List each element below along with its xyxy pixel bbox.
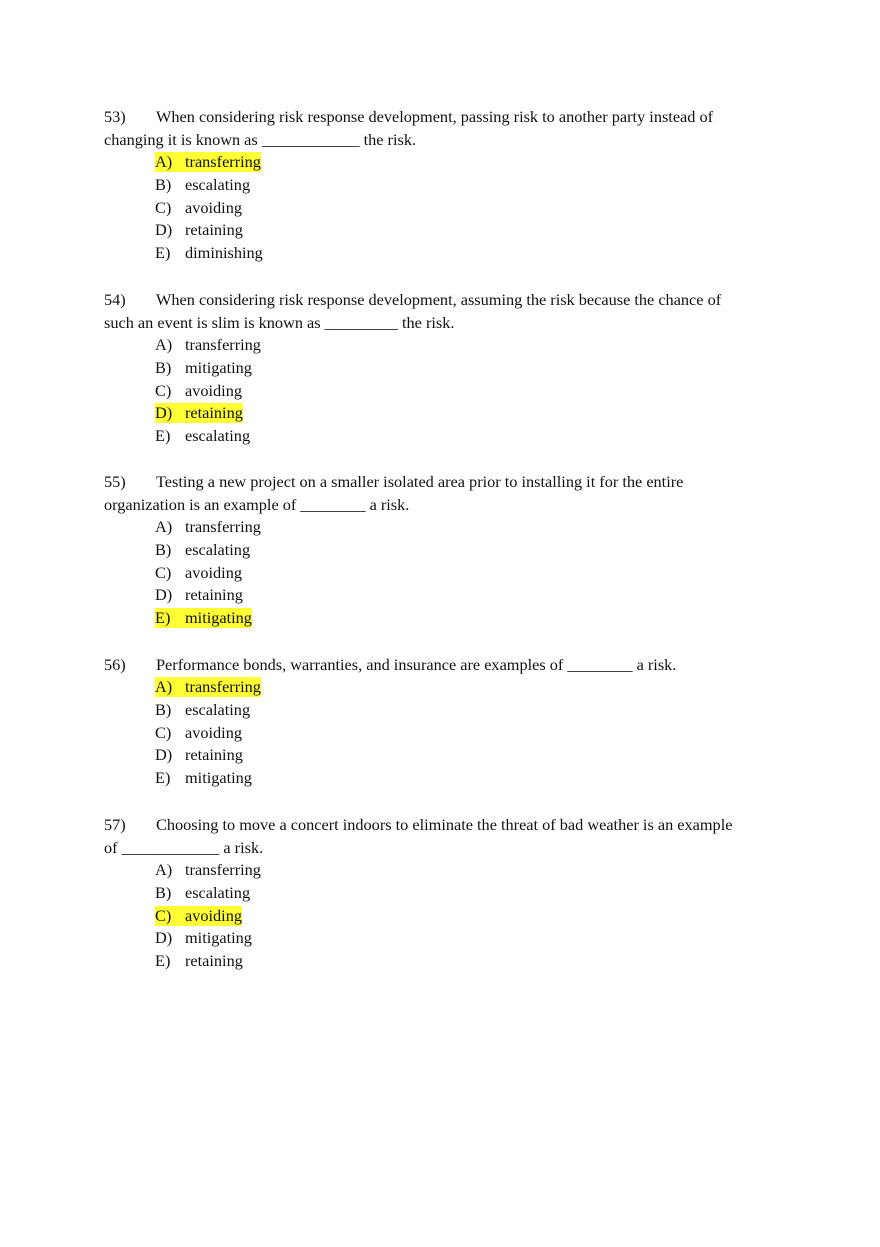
question-stem-text: When considering risk response development, passing risk to another party instead of <box>156 107 714 126</box>
answer-option-d <box>104 927 784 950</box>
answer-option-a <box>104 859 784 882</box>
answer-options <box>104 516 784 630</box>
answer-option-e <box>104 950 784 973</box>
option-letter: A) <box>155 860 173 879</box>
answer-option-c <box>104 380 784 403</box>
option-letter: E) <box>155 426 171 446</box>
answer-option-content <box>155 358 252 378</box>
answer-option-d <box>104 402 784 425</box>
answer-option-content <box>155 335 261 355</box>
question-stem-line <box>104 288 784 311</box>
option-letter: A) <box>155 152 173 171</box>
question-stem-text: organization is an example of ________ a risk. <box>104 495 410 514</box>
option-letter: B) <box>155 357 172 377</box>
answer-option-e <box>104 242 784 265</box>
option-letter: B) <box>155 539 172 559</box>
option-text: transferring <box>185 677 261 696</box>
option-text: avoiding <box>185 380 242 400</box>
question-number: 54) <box>104 290 126 309</box>
option-text: avoiding <box>185 905 242 925</box>
option-text: avoiding <box>185 722 242 742</box>
option-letter: E) <box>155 608 171 628</box>
option-text: escalating <box>185 699 251 719</box>
answer-option-a <box>104 516 784 539</box>
option-text: transferring <box>185 152 261 171</box>
answer-option-content <box>155 768 252 788</box>
answer-options <box>104 859 784 973</box>
option-text: transferring <box>185 860 261 879</box>
option-letter: E) <box>155 768 171 788</box>
option-letter: A) <box>155 517 173 536</box>
question-number: 55) <box>104 472 126 491</box>
answer-option-c <box>104 197 784 220</box>
question-number: 56) <box>104 655 126 674</box>
option-letter: E) <box>155 951 171 971</box>
answer-option-b <box>104 539 784 562</box>
question-stem-line <box>104 105 784 128</box>
answer-option-d <box>104 744 784 767</box>
option-letter: A) <box>155 335 173 354</box>
answer-option-b <box>104 699 784 722</box>
answer-option-d <box>104 219 784 242</box>
question-stem-line <box>104 311 784 334</box>
question-stem-text: of ____________ a risk. <box>104 838 264 857</box>
answer-options <box>104 676 784 790</box>
answer-option-content <box>155 403 243 423</box>
option-letter: D) <box>155 403 173 423</box>
question-stem-text: such an event is slim is known as _________ the risk. <box>104 313 455 332</box>
option-text: avoiding <box>185 562 242 582</box>
option-letter: D) <box>155 745 173 765</box>
answer-option-content <box>155 426 250 446</box>
question-stem-line <box>104 813 784 836</box>
question-stem-line <box>104 470 784 493</box>
answer-option-content <box>155 700 250 720</box>
answer-option-content <box>155 198 242 218</box>
option-letter: C) <box>155 562 172 582</box>
answer-option-content <box>155 220 243 240</box>
answer-option-a <box>104 334 784 357</box>
answer-option-content <box>155 883 250 903</box>
question-number: 53) <box>104 107 126 126</box>
question-56 <box>104 653 784 790</box>
question-54 <box>104 288 784 448</box>
answer-option-content <box>155 243 263 263</box>
answer-option-content <box>155 517 261 537</box>
answer-option-content <box>155 152 261 172</box>
answer-option-c <box>104 562 784 585</box>
option-letter: C) <box>155 905 172 925</box>
question-53 <box>104 105 784 265</box>
answer-option-b <box>104 174 784 197</box>
answer-option-c <box>104 905 784 928</box>
question-57 <box>104 813 784 973</box>
option-text: escalating <box>185 426 251 446</box>
answer-option-content <box>155 677 261 697</box>
option-text: mitigating <box>185 768 252 788</box>
question-55 <box>104 470 784 630</box>
answer-option-content <box>155 563 242 583</box>
question-number: 57) <box>104 815 126 834</box>
option-text: retaining <box>185 585 243 605</box>
option-letter: B) <box>155 882 172 902</box>
option-text: retaining <box>185 745 243 765</box>
answer-option-content <box>155 585 243 605</box>
answer-option-c <box>104 722 784 745</box>
answer-options <box>104 151 784 265</box>
option-letter: E) <box>155 243 171 263</box>
answer-option-e <box>104 425 784 448</box>
option-letter: D) <box>155 220 173 240</box>
answer-option-content <box>155 745 243 765</box>
answer-option-content <box>155 175 250 195</box>
answer-option-content <box>155 723 242 743</box>
option-text: escalating <box>185 174 251 194</box>
option-text: avoiding <box>185 197 242 217</box>
option-text: escalating <box>185 882 251 902</box>
option-text: transferring <box>185 517 261 536</box>
answer-option-content <box>155 608 252 628</box>
option-text: retaining <box>185 220 243 240</box>
option-text: retaining <box>185 403 243 423</box>
answer-option-b <box>104 357 784 380</box>
answer-option-content <box>155 540 250 560</box>
question-stem-line <box>104 128 784 151</box>
option-letter: C) <box>155 380 172 400</box>
option-text: escalating <box>185 539 251 559</box>
question-stem-line <box>104 653 784 676</box>
answer-option-a <box>104 151 784 174</box>
option-letter: C) <box>155 197 172 217</box>
answer-option-content <box>155 381 242 401</box>
answer-option-content <box>155 951 243 971</box>
answer-options <box>104 334 784 448</box>
option-letter: B) <box>155 174 172 194</box>
option-text: diminishing <box>185 243 263 263</box>
option-letter: C) <box>155 722 172 742</box>
question-stem-line <box>104 836 784 859</box>
answer-option-content <box>155 906 242 926</box>
question-stem-text: Performance bonds, warranties, and insurance are examples of ________ a risk. <box>156 655 677 674</box>
answer-option-e <box>104 767 784 790</box>
option-letter: B) <box>155 699 172 719</box>
question-stem-text: When considering risk response development, assuming the risk because the chance of <box>156 290 722 309</box>
option-text: mitigating <box>185 608 252 628</box>
answer-option-a <box>104 676 784 699</box>
option-text: mitigating <box>185 928 252 948</box>
option-text: mitigating <box>185 357 252 377</box>
question-stem-text: changing it is known as ____________ the risk. <box>104 130 417 149</box>
answer-option-content <box>155 860 261 880</box>
question-stem-text: Testing a new project on a smaller isolated area prior to installing it for the entire <box>156 472 684 491</box>
answer-option-b <box>104 882 784 905</box>
question-stem-text: Choosing to move a concert indoors to eliminate the threat of bad weather is an example <box>156 815 733 834</box>
option-text: transferring <box>185 335 261 354</box>
answer-option-content <box>155 928 252 948</box>
question-stem-line <box>104 493 784 516</box>
option-letter: D) <box>155 585 173 605</box>
option-letter: D) <box>155 928 173 948</box>
answer-option-d <box>104 584 784 607</box>
answer-option-e <box>104 607 784 630</box>
option-letter: A) <box>155 677 173 696</box>
option-text: retaining <box>185 951 243 971</box>
